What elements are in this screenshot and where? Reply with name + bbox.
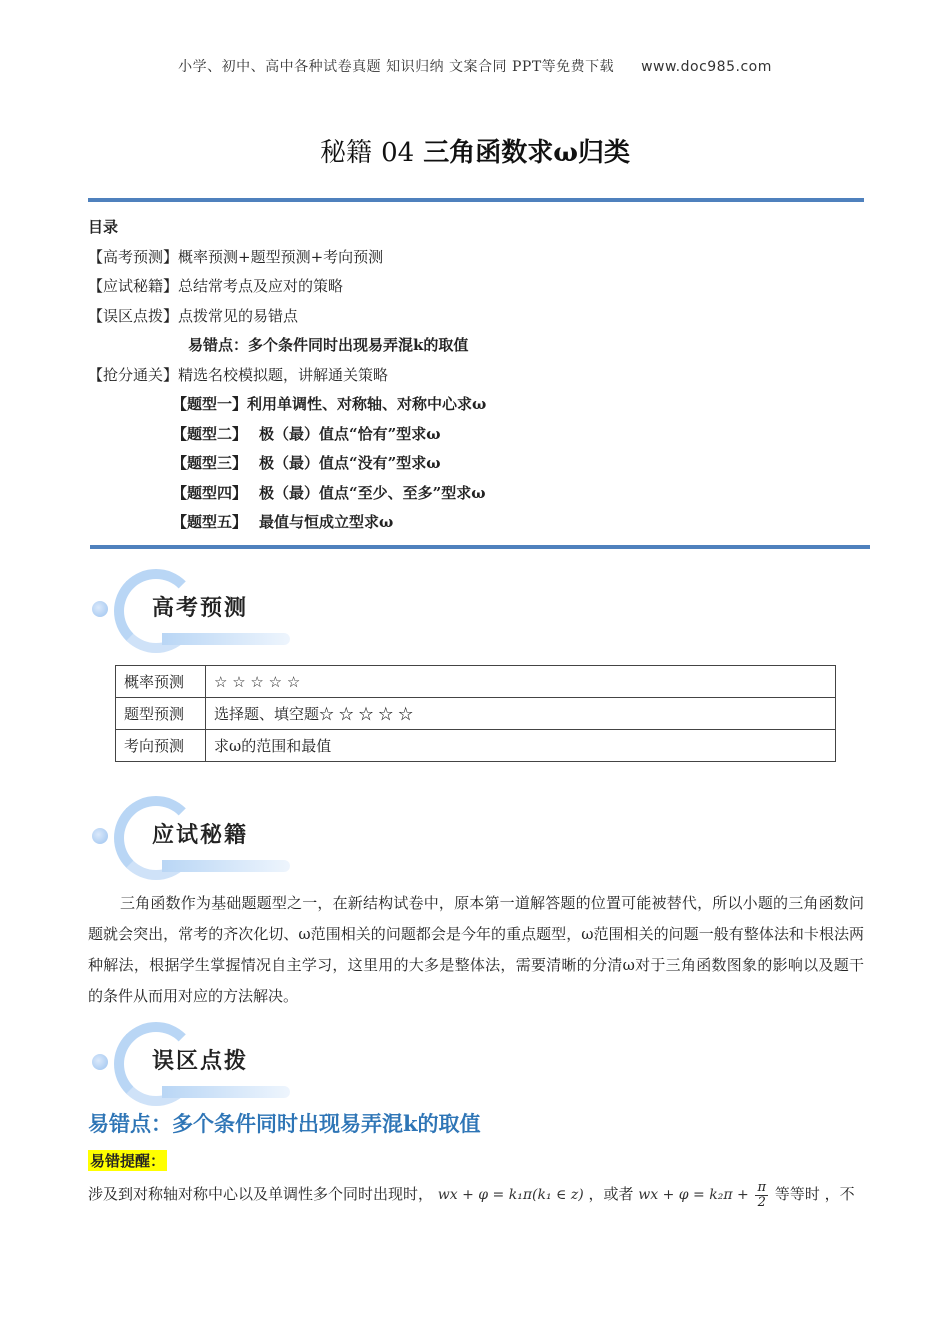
header-url[interactable]: www.doc985.com — [641, 59, 772, 75]
toc-heading: 目录 — [88, 218, 119, 236]
toc-item[interactable]: 【抢分通关】精选名校模拟题，讲解通关策略 — [88, 365, 389, 384]
toc-type-item[interactable]: 【题型五】 最值与恒成立型求ω — [172, 513, 394, 531]
banner-bar — [162, 1086, 290, 1098]
banner-dot-icon — [92, 828, 108, 844]
error-line-start: 涉及到对称轴对称中心以及单调性多个同时出现时， — [88, 1185, 434, 1203]
forecast-table — [115, 665, 836, 762]
top-divider — [88, 198, 864, 202]
toc-type-item[interactable]: 【题型三】 极（最）值点“没有”型求ω — [172, 454, 441, 472]
error-line-mid2: 等等时 — [774, 1185, 820, 1203]
page-header — [0, 56, 950, 76]
banner-label: 应试秘籍 — [152, 823, 249, 848]
banner-bar — [162, 860, 290, 872]
table-value: ☆ ☆ ☆ ☆ ☆ — [206, 666, 836, 698]
table-row — [116, 730, 836, 762]
banner-label: 高考预测 — [152, 596, 249, 621]
header-text: 小学、初中、高中各种试卷真题 知识归纳 文案合同 PPT等免费下载 — [178, 59, 615, 75]
toc-type-item[interactable]: 【题型一】利用单调性、对称轴、对称中心求ω — [172, 395, 487, 413]
error-description — [88, 1180, 868, 1210]
formula-two: wx + φ = k₂π + — [638, 1187, 749, 1203]
table-key: 考向预测 — [116, 730, 206, 762]
toc-item[interactable]: 【误区点拨】点拨常见的易错点 — [88, 306, 299, 325]
title-main: 三角函数求ω归类 — [423, 138, 630, 168]
fraction-numerator: π — [757, 1179, 767, 1195]
formula-one: wx + φ = k₁π(k₁ ∈ z) — [437, 1187, 584, 1203]
table-row — [116, 698, 836, 730]
section-banner-forecast — [92, 567, 292, 655]
table-value: 求ω的范围和最值 — [206, 730, 836, 762]
fraction-denominator: 2 — [757, 1194, 766, 1210]
toc-item[interactable]: 【应试秘籍】总结常考点及应对的策略 — [88, 277, 344, 295]
section-banner-secrets — [92, 794, 292, 882]
table-of-contents — [88, 213, 868, 538]
mid-divider — [90, 545, 870, 549]
table-row — [116, 666, 836, 698]
error-line-end: ，不 — [824, 1185, 855, 1203]
section-banner-errors — [92, 1020, 292, 1108]
banner-dot-icon — [92, 1054, 108, 1070]
title-number: 04 — [381, 138, 415, 168]
toc-type-item[interactable]: 【题型二】 极（最）值点“恰有”型求ω — [172, 424, 441, 443]
error-point-title: 易错点：多个条件同时出现易弄混k的取值 — [88, 1111, 481, 1136]
table-key: 概率预测 — [116, 666, 206, 698]
page-title — [0, 132, 950, 169]
secrets-paragraph: 三角函数作为基础题题型之一，在新结构试卷中，原本第一道解答题的位置可能被替代，所以小题的三角函数问题就会突出，常考的齐次化切、ω范围相关的问题都会是今年的重点题型，ω范围相关的问题一般有整体法和卡根法两种解法，根据学生掌握情况自主学习，这里用的大多是整体法，需要清晰的分清ω对于三角函数图象的影响以及题干的条件从而用对应的方法解决。 — [88, 894, 864, 1005]
error-tip-label: 易错提醒： — [90, 1152, 166, 1170]
toc-error-point[interactable]: 易错点：多个条件同时出现易弄混k的取值 — [188, 336, 469, 354]
toc-type-item[interactable]: 【题型四】 极（最）值点“至少、至多”型求ω — [172, 483, 486, 502]
toc-item[interactable]: 【高考预测】概率预测+题型预测+考向预测 — [88, 247, 384, 266]
table-key: 题型预测 — [116, 698, 206, 730]
title-prefix: 秘籍 — [320, 138, 373, 168]
banner-label: 误区点拨 — [152, 1049, 249, 1074]
banner-dot-icon — [92, 601, 108, 617]
pi-over-two-fraction — [755, 1181, 768, 1210]
table-value: 选择题、填空题☆ ☆ ☆ ☆ ☆ — [206, 698, 836, 730]
banner-bar — [162, 633, 290, 645]
error-line-mid: ，或者 — [588, 1185, 634, 1203]
